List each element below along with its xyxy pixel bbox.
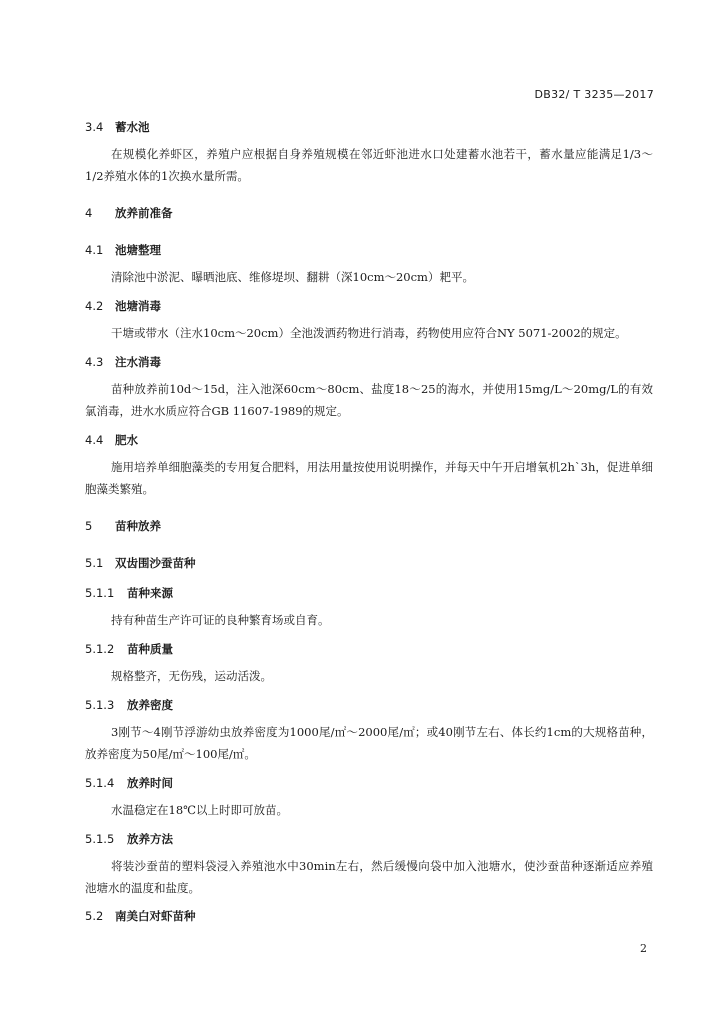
section-number: 5.1.3 (85, 698, 115, 712)
section-number: 5.1 (85, 556, 104, 570)
section-heading-5-2 (85, 908, 653, 924)
section-heading-4-1 (85, 242, 653, 258)
section-title: 蓄水池 (115, 120, 150, 134)
section-title: 放养密度 (127, 698, 173, 712)
section-paragraph-5-1-4: 水温稳定在18℃以上时即可放苗。 (111, 803, 288, 817)
section-number: 5.1.2 (85, 642, 115, 656)
section-heading-5-1-5 (85, 831, 653, 847)
section-paragraph-4-4: 施用培养单细胞藻类的专用复合肥料，用法用量按使用说明操作，并每天中午开启增氧机2h`3h，促进单细胞藻类繁殖。 (85, 460, 653, 496)
section-paragraph-5-1-5: 将装沙蚕苗的塑料袋浸入养殖池水中30min左右，然后缓慢向袋中加入池塘水，使沙蚕苗种逐渐适应养殖池塘水的温度和盐度。 (85, 859, 653, 895)
section-number: 5.1.4 (85, 776, 115, 790)
standard-code: DB32/ T 3235—2017 (534, 88, 654, 101)
section-title: 肥水 (115, 433, 138, 447)
section-heading-5-1-1 (85, 585, 653, 601)
section-number: 4.4 (85, 433, 104, 447)
section-heading-5-1-3 (85, 697, 653, 713)
section-number: 3.4 (85, 120, 104, 134)
section-heading-4-3 (85, 354, 653, 370)
section-number: 5.1.1 (85, 586, 115, 600)
section-paragraph-4-3: 苗种放养前10d～15d，注入池深60cm～80cm、盐度18～25的海水，并使用15mg/L～20mg/L的有效氯消毒，进水水质应符合GB 11607-1989的规定。 (85, 382, 653, 418)
section-number: 5.2 (85, 909, 104, 923)
section-heading-5-1-2 (85, 641, 653, 657)
section-title: 苗种放养 (115, 519, 161, 533)
section-heading-4-4 (85, 432, 653, 448)
section-paragraph-5-1-2: 规格整齐，无伤残，运动活泼。 (111, 669, 272, 683)
section-title: 放养方法 (127, 832, 173, 846)
section-title: 苗种来源 (127, 586, 173, 600)
section-paragraph-4-1: 清除池中淤泥、曝晒池底、维修堤坝、翻耕（深10cm～20cm）耙平。 (111, 270, 474, 284)
section-title: 池塘整理 (115, 243, 161, 257)
section-title: 注水消毒 (115, 355, 161, 369)
page-number: 2 (640, 942, 647, 955)
section-heading-4 (85, 205, 653, 221)
section-heading-3-4 (85, 119, 653, 135)
section-title: 南美白对虾苗种 (115, 909, 196, 923)
section-number: 4.3 (85, 355, 104, 369)
section-title: 池塘消毒 (115, 299, 161, 313)
section-title: 放养前准备 (115, 206, 173, 220)
section-number: 5.1.5 (85, 832, 115, 846)
section-paragraph-4-2: 干塘或带水（注水10cm～20cm）全池泼洒药物进行消毒，药物使用应符合NY 5071-2002的规定。 (111, 326, 627, 340)
section-title: 双齿围沙蚕苗种 (115, 556, 196, 570)
section-heading-5-1 (85, 555, 653, 571)
section-heading-4-2 (85, 298, 653, 314)
section-title: 放养时间 (127, 776, 173, 790)
section-number: 4.2 (85, 299, 104, 313)
section-number: 4.1 (85, 243, 104, 257)
section-number: 4 (85, 206, 93, 220)
section-paragraph-5-1-3: 3刚节～4刚节浮游幼虫放养密度为1000尾/㎡～2000尾/㎡；或40刚节左右、体长约1cm的大规格苗种，放养密度为50尾/㎡～100尾/㎡。 (85, 725, 653, 761)
section-number: 5 (85, 519, 93, 533)
section-title: 苗种质量 (127, 642, 173, 656)
section-paragraph-5-1-1: 持有种苗生产许可证的良种繁育场或自育。 (111, 613, 330, 627)
section-heading-5-1-4 (85, 775, 653, 791)
section-heading-5 (85, 518, 653, 534)
section-paragraph-3-4: 在规模化养虾区，养殖户应根据自身养殖规模在邻近虾池进水口处建蓄水池若干，蓄水量应能满足1/3～1/2养殖水体的1次换水量所需。 (85, 147, 653, 183)
